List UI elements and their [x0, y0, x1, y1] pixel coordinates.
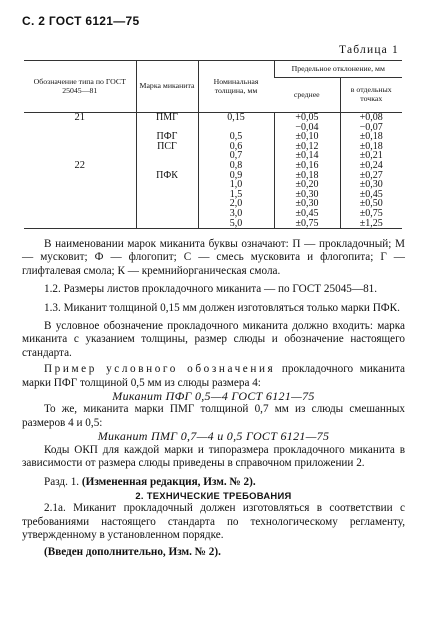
points-deviation-cell: ±0,24 ±0,27 ±0,30 ±0,45 ±0,50 ±0,75 ±1,25 — [340, 161, 402, 229]
header-max-deviation: Предельное отклонение, мм — [274, 61, 402, 78]
type-cell: 22 — [24, 161, 136, 229]
average-deviation-cell: ±0,16 ±0,18 ±0,20 ±0,30 ±0,30 ±0,45 ±0,75 — [274, 161, 340, 229]
paragraph-sheet-sizes: 1.2. Размеры листов прокладочного миканита — по ГОСТ 25045—81. — [44, 283, 378, 296]
paragraph-example: Пример условного обозначения прокладочного миканита марки ПФГ толщиной 0,5 мм из слюды размера 4: — [22, 363, 405, 389]
paragraph-added: (Введен дополнительно, Изм. № 2). — [44, 545, 221, 558]
section-title: 2. ТЕХНИЧЕСКИЕ ТРЕБОВАНИЯ — [135, 489, 292, 501]
header-individual-points: в отдельных точках — [340, 78, 402, 113]
points-deviation-cell: +0,08 −0,07 ±0,18 ±0,18 ±0,21 — [340, 113, 402, 161]
paragraph-revision: Разд. 1. (Измененная редакция, Изм. № 2). — [44, 475, 256, 488]
table-row — [24, 113, 402, 161]
grade-cell: ПФК — [136, 161, 198, 229]
paragraph-same: То же, миканита марки ПМГ толщиной 0,7 мм из слюды смешанных размеров 4 и 0,5: — [22, 403, 405, 429]
header-average: среднее — [274, 78, 340, 113]
table-row — [24, 161, 402, 229]
table-caption: Таблица 1 — [339, 44, 399, 56]
body-text — [22, 238, 405, 559]
paragraph-designation: В условное обозначение прокладочного миканита должно входить: марка миканита с указанием толщины, размер слюды и обозначение настоящего стандарта. — [22, 320, 405, 359]
paragraph-okp-codes: Коды ОКП для каждой марки и типоразмера прокладочного миканита в зависимости от размера слюды приведены в справочном приложении 2. — [22, 443, 405, 470]
average-deviation-cell: +0,05 −0,04 ±0,10 ±0,12 ±0,14 — [274, 113, 340, 161]
designation-formula-2: Миканит ПМГ 0,7—4 и 0,5 ГОСТ 6121—75 — [97, 429, 330, 444]
thickness-cell: 0,15 0,5 0,6 0,7 — [198, 113, 274, 161]
page-header: С. 2 ГОСТ 6121—75 — [22, 14, 140, 28]
example-label: Пример условного обозначения — [44, 363, 276, 376]
header-type-designation: Обозначение типа по ГОСТ 25045—81 — [24, 61, 136, 113]
grade-cell: ПМГ ПФГ ПСГ — [136, 113, 198, 161]
paragraph-thickness: 1.3. Миканит толщиной 0,15 мм должен изготовляться только марки ПФК. — [44, 301, 400, 314]
thickness-cell: 0,8 0,9 1,0 1,5 2,0 3,0 5,0 — [198, 161, 274, 229]
paragraph-grade-letters: В наименовании марок миканита буквы означают: П — прокладочный; М — мусковит; Ф — флогопит; С — смесь мусковита и флогопита; Г — глифталевая смола; К — кремнийорганическая смола. — [22, 238, 405, 277]
paragraph-technical: 2.1а. Миканит прокладочный должен изготовляться в соответствии с требованиями настоящего стандарта по технологическому регламенту, утвержденному в установленном порядке. — [22, 502, 405, 542]
header-nominal-thickness: Номинальная толщина, мм — [198, 61, 274, 113]
designation-formula-1: Миканит ПФГ 0,5—4 ГОСТ 6121—75 — [112, 389, 315, 404]
header-grade: Марка миканита — [136, 61, 198, 113]
type-cell: 21 — [74, 112, 85, 123]
specification-table — [24, 60, 402, 229]
